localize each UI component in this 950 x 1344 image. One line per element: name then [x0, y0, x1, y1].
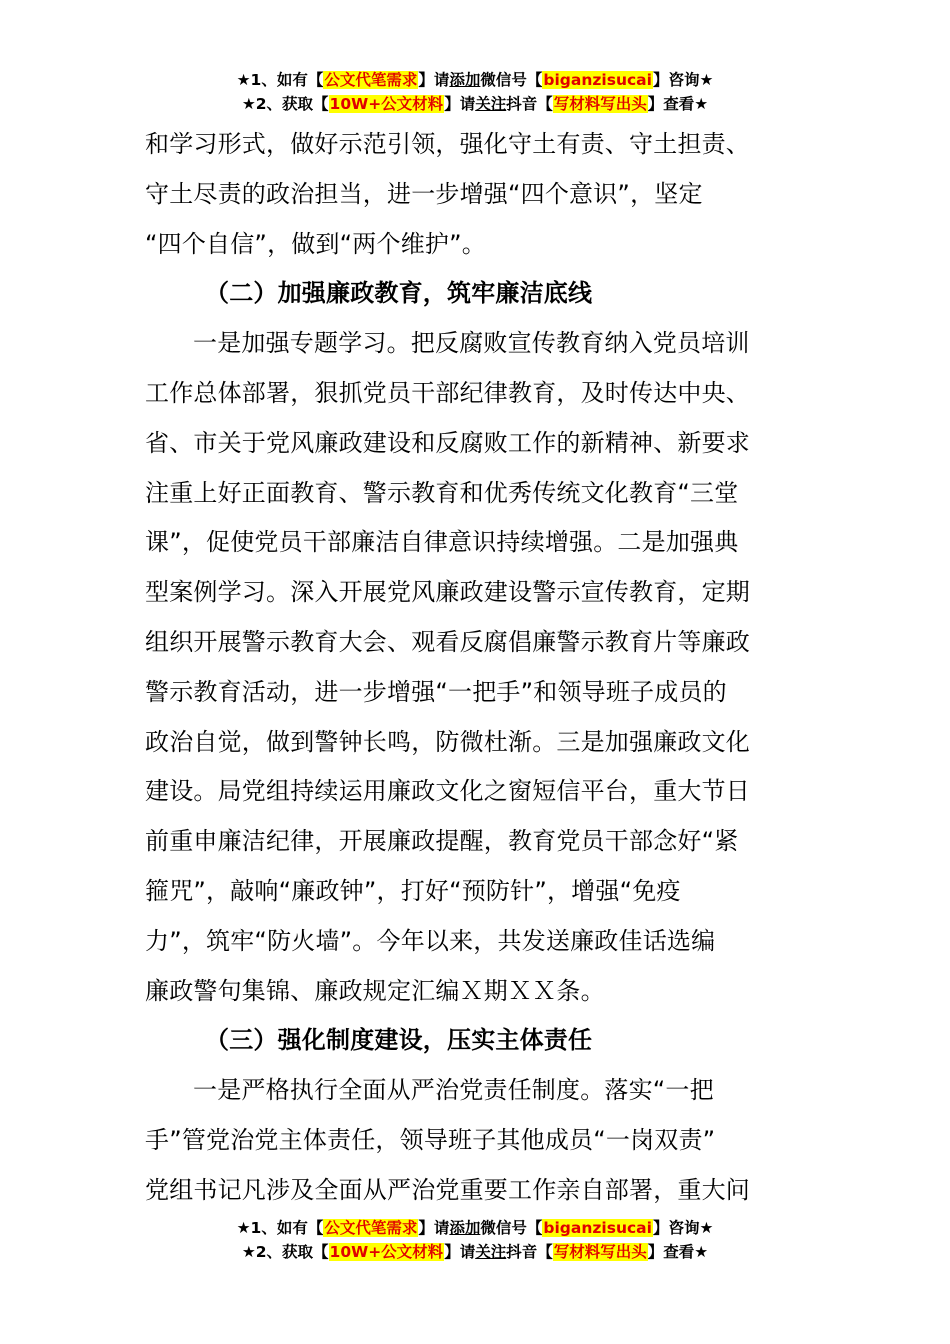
footer-banner	[0, 1216, 950, 1264]
banner-text: 】查看★	[647, 95, 709, 113]
body-line: 省、市关于党风廉政建设和反腐败工作的新精神、新要求	[145, 428, 750, 457]
section-heading: （二）加强廉政教育，筑牢廉洁底线	[205, 279, 593, 308]
body-line: 一是严格执行全面从严治党责任制度。落实“一把	[193, 1076, 714, 1105]
body-line: 型案例学习。深入开展党风廉政建设警示宣传教育，定期	[145, 578, 750, 607]
body-line: 箍咒”，敲响“廉政钟”，打好“预防针”，增强“免疫	[145, 876, 681, 905]
body-line: 课”，促使党员干部廉洁自律意识持续增强。二是加强典	[145, 528, 739, 557]
banner-text: 】请	[444, 1243, 476, 1261]
body-line: 警示教育活动，进一步增强“一把手”和领导班子成员的	[145, 677, 727, 706]
body-line: 前重申廉洁纪律，开展廉政提醒，教育党员干部念好“紧	[145, 827, 739, 856]
banner-text: ★2、获取【	[241, 95, 329, 113]
body-line: 组织开展警示教育大会、观看反腐倡廉警示教育片等廉政	[145, 627, 750, 656]
banner-text: 微信号【	[480, 1219, 543, 1237]
banner-text: 微信号【	[480, 71, 543, 89]
banner-text: 】请	[444, 95, 476, 113]
highlight-text: 公文代笔需求	[324, 1219, 418, 1237]
highlight-text: 写材料写出头	[553, 1243, 647, 1261]
body-line: 守土尽责的政治担当，进一步增强“四个意识”，坚定	[145, 179, 703, 208]
highlight-text: biganzisucai	[543, 71, 652, 89]
body-line: 力”，筑牢“防火墙”。今年以来，共发送廉政佳话选编	[145, 926, 716, 955]
highlight-text: 公文代笔需求	[324, 71, 418, 89]
header-banner	[0, 68, 950, 116]
banner-text: ★1、如有【	[236, 71, 324, 89]
body-line: 工作总体部署，狠抓党员干部纪律教育，及时传达中央、	[145, 378, 750, 407]
highlight-text: 10W+公文材料	[329, 95, 444, 113]
underlined-text: 关注	[475, 95, 507, 113]
body-line: 一是加强专题学习。把反腐败宣传教育纳入党员培训	[193, 329, 750, 358]
highlight-text: biganzisucai	[543, 1219, 652, 1237]
banner-line-2	[0, 1240, 950, 1264]
banner-text: 抖音【	[506, 1243, 553, 1261]
banner-text: 】请	[418, 1219, 450, 1237]
document-body	[145, 120, 813, 1216]
highlight-text: 10W+公文材料	[329, 1243, 444, 1261]
body-line: 手”管党治党主体责任，领导班子其他成员“一岗双责”	[145, 1125, 716, 1154]
banner-line-1	[0, 1216, 950, 1240]
body-line: 廉政警句集锦、廉政规定汇编Ｘ期ＸＸ条。	[145, 976, 605, 1005]
banner-text: ★2、获取【	[241, 1243, 329, 1261]
banner-text: 】咨询★	[652, 71, 714, 89]
banner-text: ★1、如有【	[236, 1219, 324, 1237]
banner-text: 】请	[418, 71, 450, 89]
underlined-text: 添加	[449, 71, 481, 89]
banner-text: 抖音【	[506, 95, 553, 113]
banner-text: 】查看★	[647, 1243, 709, 1261]
banner-text: 】咨询★	[652, 1219, 714, 1237]
underlined-text: 添加	[449, 1219, 481, 1237]
body-line: 党组书记凡涉及全面从严治党重要工作亲自部署，重大问	[145, 1175, 750, 1204]
banner-line-1	[0, 68, 950, 92]
body-line: 建设。局党组持续运用廉政文化之窗短信平台，重大节日	[145, 777, 750, 806]
banner-line-2	[0, 92, 950, 116]
underlined-text: 关注	[475, 1243, 507, 1261]
section-heading: （三）强化制度建设，压实主体责任	[205, 1026, 593, 1055]
highlight-text: 写材料写出头	[553, 95, 647, 113]
body-line: “四个自信”，做到“两个维护”。	[145, 229, 486, 258]
body-line: 政治自觉，做到警钟长鸣，防微杜渐。三是加强廉政文化	[145, 727, 750, 756]
body-line: 和学习形式，做好示范引领，强化守土有责、守土担责、	[145, 130, 750, 158]
body-line: 注重上好正面教育、警示教育和优秀传统文化教育“三堂	[145, 478, 739, 507]
